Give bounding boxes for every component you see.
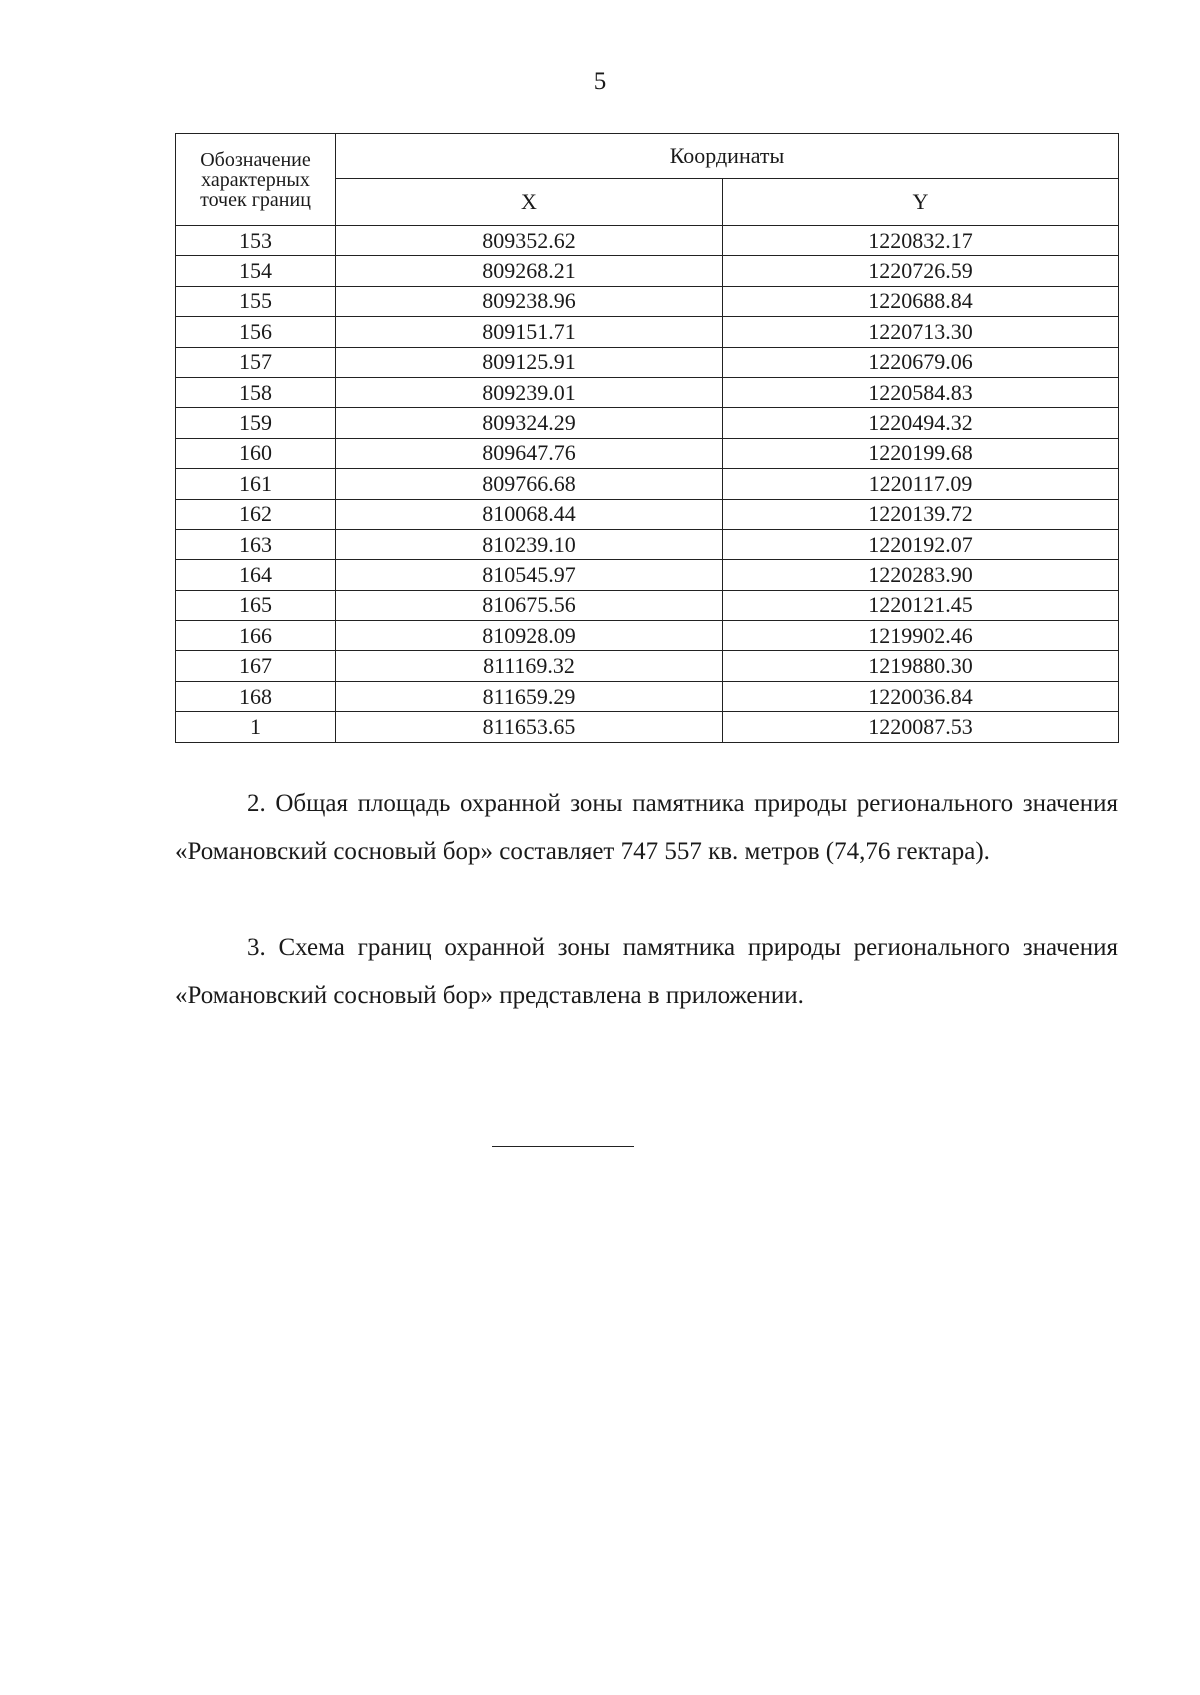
page-number: 5 xyxy=(593,68,607,95)
y-coordinate-cell: 1220087.53 xyxy=(723,712,1119,742)
table-row xyxy=(176,621,1119,651)
point-cell: 155 xyxy=(176,286,336,316)
table-row xyxy=(176,560,1119,590)
point-cell: 1 xyxy=(176,712,336,742)
x-coordinate-cell: 809268.21 xyxy=(336,256,723,286)
table-row xyxy=(176,377,1119,407)
point-cell: 157 xyxy=(176,347,336,377)
point-cell: 159 xyxy=(176,408,336,438)
x-coordinate-cell: 810928.09 xyxy=(336,621,723,651)
table-row xyxy=(176,712,1119,742)
header-y: Y xyxy=(723,179,1119,226)
table-row xyxy=(176,590,1119,620)
point-cell: 154 xyxy=(176,256,336,286)
x-coordinate-cell: 809766.68 xyxy=(336,469,723,499)
y-coordinate-cell: 1219902.46 xyxy=(723,621,1119,651)
point-cell: 168 xyxy=(176,681,336,711)
table-row xyxy=(176,438,1119,468)
table-row xyxy=(176,469,1119,499)
table-row xyxy=(176,681,1119,711)
scheme-reference-paragraph: 3. Схема границ охранной зоны памятника природы регионального значения «Романовский сосновый бор» представлена в приложении. xyxy=(175,934,1118,1009)
x-coordinate-cell: 809324.29 xyxy=(336,408,723,438)
x-coordinate-cell: 810068.44 xyxy=(336,499,723,529)
table-row xyxy=(176,317,1119,347)
table-row xyxy=(176,651,1119,681)
x-coordinate-cell: 809238.96 xyxy=(336,286,723,316)
table-row xyxy=(176,256,1119,286)
point-cell: 165 xyxy=(176,590,336,620)
end-of-document-rule xyxy=(492,1146,634,1147)
point-cell: 167 xyxy=(176,651,336,681)
table-row xyxy=(176,286,1119,316)
x-coordinate-cell: 809239.01 xyxy=(336,377,723,407)
x-coordinate-cell: 810239.10 xyxy=(336,529,723,559)
x-coordinate-cell: 811653.65 xyxy=(336,712,723,742)
y-coordinate-cell: 1220139.72 xyxy=(723,499,1119,529)
table-row xyxy=(176,226,1119,256)
point-cell: 156 xyxy=(176,317,336,347)
x-coordinate-cell: 811659.29 xyxy=(336,681,723,711)
x-coordinate-cell: 810675.56 xyxy=(336,590,723,620)
table-row xyxy=(176,529,1119,559)
y-coordinate-cell: 1220283.90 xyxy=(723,560,1119,590)
y-coordinate-cell: 1220494.32 xyxy=(723,408,1119,438)
x-coordinate-cell: 810545.97 xyxy=(336,560,723,590)
y-coordinate-cell: 1220679.06 xyxy=(723,347,1119,377)
boundary-coordinates-table xyxy=(175,133,1119,743)
table-body xyxy=(176,226,1119,743)
header-x: X xyxy=(336,179,723,226)
y-coordinate-cell: 1220688.84 xyxy=(723,286,1119,316)
point-cell: 158 xyxy=(176,377,336,407)
table-row xyxy=(176,408,1119,438)
total-area-paragraph: 2. Общая площадь охранной зоны памятника природы регионального значения «Романовский сосновый бор» составляет 747 557 кв. метров (74,76 гектара). xyxy=(175,790,1118,865)
y-coordinate-cell: 1220584.83 xyxy=(723,377,1119,407)
table-row xyxy=(176,347,1119,377)
x-coordinate-cell: 809647.76 xyxy=(336,438,723,468)
point-cell: 163 xyxy=(176,529,336,559)
point-cell: 164 xyxy=(176,560,336,590)
x-coordinate-cell: 809125.91 xyxy=(336,347,723,377)
point-cell: 160 xyxy=(176,438,336,468)
x-coordinate-cell: 811169.32 xyxy=(336,651,723,681)
y-coordinate-cell: 1220121.45 xyxy=(723,590,1119,620)
y-coordinate-cell: 1220117.09 xyxy=(723,469,1119,499)
y-coordinate-cell: 1220192.07 xyxy=(723,529,1119,559)
y-coordinate-cell: 1219880.30 xyxy=(723,651,1119,681)
point-cell: 162 xyxy=(176,499,336,529)
table-row xyxy=(176,499,1119,529)
header-boundary-points: Обозначение характерных точек границ xyxy=(176,134,336,226)
x-coordinate-cell: 809352.62 xyxy=(336,226,723,256)
y-coordinate-cell: 1220832.17 xyxy=(723,226,1119,256)
x-coordinate-cell: 809151.71 xyxy=(336,317,723,347)
y-coordinate-cell: 1220713.30 xyxy=(723,317,1119,347)
header-coordinates: Координаты xyxy=(336,134,1119,179)
point-cell: 166 xyxy=(176,621,336,651)
y-coordinate-cell: 1220199.68 xyxy=(723,438,1119,468)
point-cell: 161 xyxy=(176,469,336,499)
point-cell: 153 xyxy=(176,226,336,256)
y-coordinate-cell: 1220726.59 xyxy=(723,256,1119,286)
y-coordinate-cell: 1220036.84 xyxy=(723,681,1119,711)
